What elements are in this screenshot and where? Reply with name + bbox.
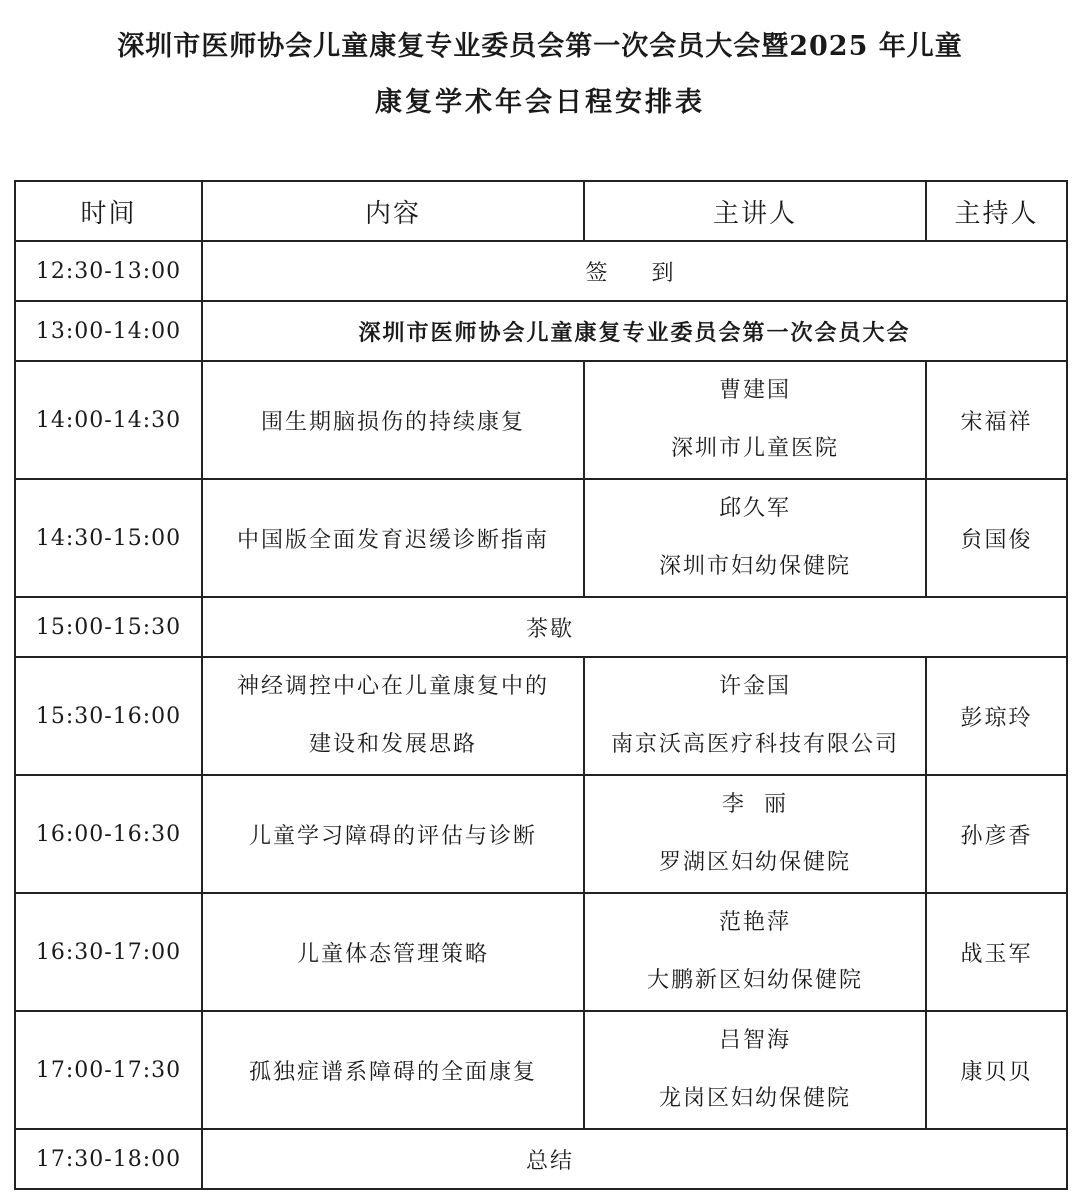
row-content: 儿童体态管理策略	[202, 893, 584, 1011]
row-content-summary	[202, 1129, 1067, 1189]
speaker-name: 许金国	[718, 674, 791, 699]
row-time: 17:00-17:30	[15, 1011, 202, 1129]
table-row	[15, 775, 1067, 893]
row-content-signin: 签 到	[202, 241, 1067, 301]
table-row	[15, 657, 1067, 775]
row-speaker	[584, 479, 926, 597]
schedule-table	[14, 180, 1068, 1190]
table-row	[15, 361, 1067, 479]
row-speaker	[584, 1011, 926, 1129]
speaker-org: 大鹏新区妇幼保健院	[646, 968, 863, 993]
header-host: 主持人	[926, 181, 1067, 241]
table-row	[15, 241, 1067, 301]
row-time: 12:30-13:00	[15, 241, 202, 301]
row-content: 孤独症谱系障碍的全面康复	[202, 1011, 584, 1129]
row-speaker	[584, 657, 926, 775]
speaker-org: 罗湖区妇幼保健院	[658, 850, 851, 875]
row-speaker	[584, 775, 926, 893]
row-time: 14:30-15:00	[15, 479, 202, 597]
table-row	[15, 1011, 1067, 1129]
row-time: 17:30-18:00	[15, 1129, 202, 1189]
header-speaker: 主讲人	[584, 181, 926, 241]
row-content: 围生期脑损伤的持续康复	[202, 361, 584, 479]
table-row	[15, 893, 1067, 1011]
document-title-line-2: 康复学术年会日程安排表	[375, 87, 705, 118]
speaker-name: 吕智海	[718, 1028, 791, 1053]
table-header-row	[15, 181, 1067, 241]
header-time: 时间	[15, 181, 202, 241]
summary-label: 总结	[526, 1148, 575, 1174]
row-time: 16:00-16:30	[15, 775, 202, 893]
speaker-org: 龙岗区妇幼保健院	[658, 1086, 851, 1111]
row-time: 15:30-16:00	[15, 657, 202, 775]
speaker-name: 范艳萍	[718, 910, 791, 935]
row-time: 15:00-15:30	[15, 597, 202, 657]
row-speaker	[584, 893, 926, 1011]
table-row	[15, 479, 1067, 597]
speaker-name: 李 丽	[722, 792, 788, 817]
row-content: 中国版全面发育迟缓诊断指南	[202, 479, 584, 597]
row-time: 13:00-14:00	[15, 301, 202, 361]
content-line-2: 建设和发展思路	[308, 732, 477, 757]
table-row	[15, 301, 1067, 361]
row-time: 16:30-17:00	[15, 893, 202, 1011]
speaker-org: 深圳市妇幼保健院	[658, 554, 851, 579]
document-title-line-1: 深圳市医师协会儿童康复专业委员会第一次会员大会暨2025 年儿童	[117, 31, 963, 62]
speaker-org: 深圳市儿童医院	[670, 436, 839, 461]
row-content	[202, 657, 584, 775]
row-host: 战玉军	[926, 893, 1067, 1011]
row-time: 14:00-14:30	[15, 361, 202, 479]
row-speaker	[584, 361, 926, 479]
content-line-1: 神经调控中心在儿童康复中的	[236, 674, 549, 699]
row-host: 宋福祥	[926, 361, 1067, 479]
header-content: 内容	[202, 181, 584, 241]
row-host: 彭琼玲	[926, 657, 1067, 775]
row-content-break	[202, 597, 1067, 657]
table-row	[15, 597, 1067, 657]
break-label: 茶歇	[526, 616, 575, 642]
row-content: 儿童学习障碍的评估与诊断	[202, 775, 584, 893]
row-content-meeting: 深圳市医师协会儿童康复专业委员会第一次会员大会	[202, 301, 1067, 361]
speaker-name: 邱久军	[718, 496, 791, 521]
table-row	[15, 1129, 1067, 1189]
row-host: 贠国俊	[926, 479, 1067, 597]
row-host: 孙彦香	[926, 775, 1067, 893]
row-host: 康贝贝	[926, 1011, 1067, 1129]
speaker-name: 曹建国	[718, 378, 791, 403]
speaker-org: 南京沃高医疗科技有限公司	[610, 732, 899, 757]
